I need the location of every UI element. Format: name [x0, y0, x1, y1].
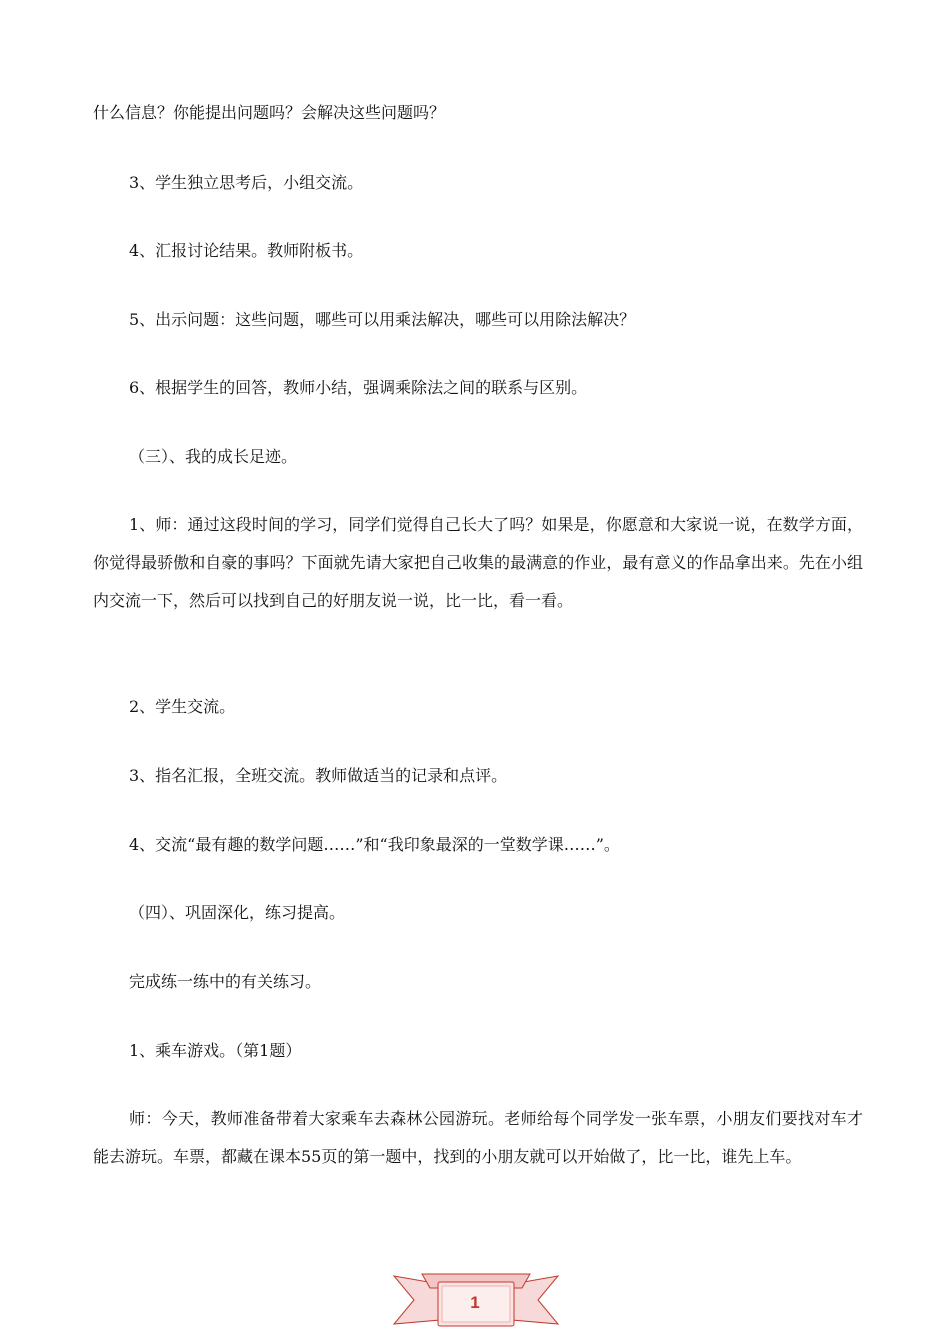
paragraph-game-title: 1、乘车游戏。（第1题）: [129, 1041, 302, 1060]
paragraph-continuation: 什么信息？你能提出问题吗？会解决这些问题吗？: [93, 103, 446, 122]
section-heading-4: （四）、巩固深化，练习提高。: [129, 903, 346, 922]
paragraph-teacher-trip: 师：今天，教师准备带着大家乘车去森林公园游玩。老师给每个同学发一张车票，小朋友们要找对车才能去游玩。车票，都藏在课本55页的第一题中，找到的小朋友就可以开始做了，比一比，谁先上车。: [93, 1109, 863, 1166]
paragraph-step-5: 5、出示问题：这些问题，哪些可以用乘法解决，哪些可以用除法解决？: [129, 310, 636, 329]
paragraph-report: 3、指名汇报，全班交流。教师做适当的记录和点评。: [129, 766, 508, 785]
paragraph-exercise-intro: 完成练一练中的有关练习。: [129, 972, 322, 991]
paragraph-step-4: 4、汇报讨论结果。教师附板书。: [129, 241, 364, 260]
paragraph-step-3: 3、学生独立思考后，小组交流。: [129, 173, 364, 192]
paragraph-teacher-growth: 1、师：通过这段时间的学习，同学们觉得自己长大了吗？如果是，你愿意和大家说一说，在数学方面，你觉得最骄傲和自豪的事吗？下面就先请大家把自己收集的最满意的作业，最有意义的作品拿出来。先在小组内交流一下，然后可以找到自己的好朋友说一说，比一比，看一看。: [93, 515, 863, 610]
section-heading-3: （三）、我的成长足迹。: [129, 447, 298, 466]
page-number: 1: [470, 1293, 480, 1312]
paragraph-student-exchange: 2、学生交流。: [129, 697, 236, 716]
paragraph-step-6: 6、根据学生的回答，教师小结，强调乘除法之间的联系与区别。: [129, 378, 588, 397]
paragraph-exchange-topics: 4、交流“最有趣的数学问题……”和“我印象最深的一堂数学课……”。: [129, 835, 620, 854]
